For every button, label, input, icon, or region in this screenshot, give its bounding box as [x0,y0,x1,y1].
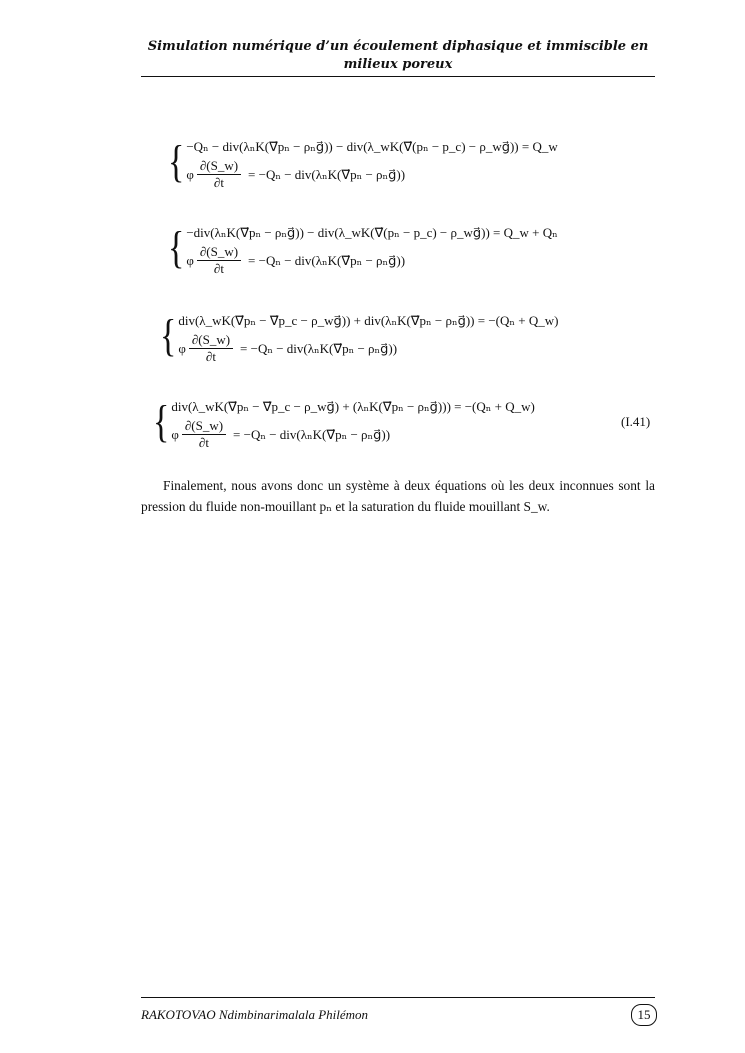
left-brace: { [168,137,185,188]
phi-symbol: φ [178,340,186,356]
body-paragraph: Finalement, nous avons donc un système à deux équations où les deux inconnues sont la pression du fluide non-mouillant pₙ et la saturation du fluide mouillant S_w. [141,478,655,515]
fraction [182,419,226,450]
running-header: Simulation numérique d’un écoulement diphasique et immiscible en milieux poreux [147,39,649,72]
fraction-denominator: ∂t [213,260,224,276]
fraction-numerator: ∂(S_w) [197,245,241,261]
fraction-denominator: ∂t [213,174,224,190]
equation-line: −div(λₙK(∇⃗pₙ − ρₙg⃗)) − div(λ_wK(∇⃗(pₙ − p_c) − ρ_wg⃗)) = Q_w + Qₙ [186,225,558,240]
fraction [189,333,233,364]
equation-rhs: = −Qₙ − div(λₙK(∇⃗pₙ − ρₙg⃗)) [233,426,391,442]
equation-system-4 [153,396,535,450]
equation-rhs: = −Qₙ − div(λₙK(∇⃗pₙ − ρₙg⃗)) [248,166,406,182]
footer-author: RAKOTOVAO Ndimbinarimalala Philémon [141,1007,369,1022]
fraction [197,245,241,276]
equation-line [178,332,558,364]
phi-symbol: φ [186,166,194,182]
equation-system-1 [168,136,558,190]
fraction [197,159,241,190]
equation-line [186,158,557,190]
equation-line [171,418,535,450]
fraction-numerator: ∂(S_w) [197,159,241,175]
equation-system-2 [168,222,558,276]
header-rule [141,76,655,77]
page-number: 15 [631,1004,657,1026]
equation-line [186,244,557,276]
fraction-numerator: ∂(S_w) [189,333,233,349]
equation-line: −Qₙ − div(λₙK(∇⃗pₙ − ρₙg⃗)) − div(λ_wK(∇⃗(pₙ − p_c) − ρ_wg⃗)) = Q_w [186,139,558,154]
equation-rhs: = −Qₙ − div(λₙK(∇⃗pₙ − ρₙg⃗)) [240,340,398,356]
left-brace: { [168,223,185,274]
equation-line: div(λ_wK(∇⃗pₙ − ∇⃗p_c − ρ_wg⃗)) + div(λₙK(∇⃗pₙ − ρₙg⃗)) = −(Qₙ + Q_w) [178,313,559,328]
fraction-denominator: ∂t [198,434,209,450]
equation-rhs: = −Qₙ − div(λₙK(∇⃗pₙ − ρₙg⃗)) [248,252,406,268]
phi-symbol: φ [171,426,179,442]
phi-symbol: φ [186,252,194,268]
fraction-denominator: ∂t [205,348,216,364]
equation-number: (I.41) [621,414,651,429]
equation-system-3 [160,310,558,364]
footer-rule [141,997,655,998]
equation-line: div(λ_wK(∇⃗pₙ − ∇⃗p_c − ρ_wg⃗) + (λₙK(∇⃗pₙ − ρₙg⃗))) = −(Qₙ + Q_w) [171,399,535,414]
left-brace: { [153,397,170,448]
fraction-numerator: ∂(S_w) [182,419,226,435]
left-brace: { [160,311,177,362]
